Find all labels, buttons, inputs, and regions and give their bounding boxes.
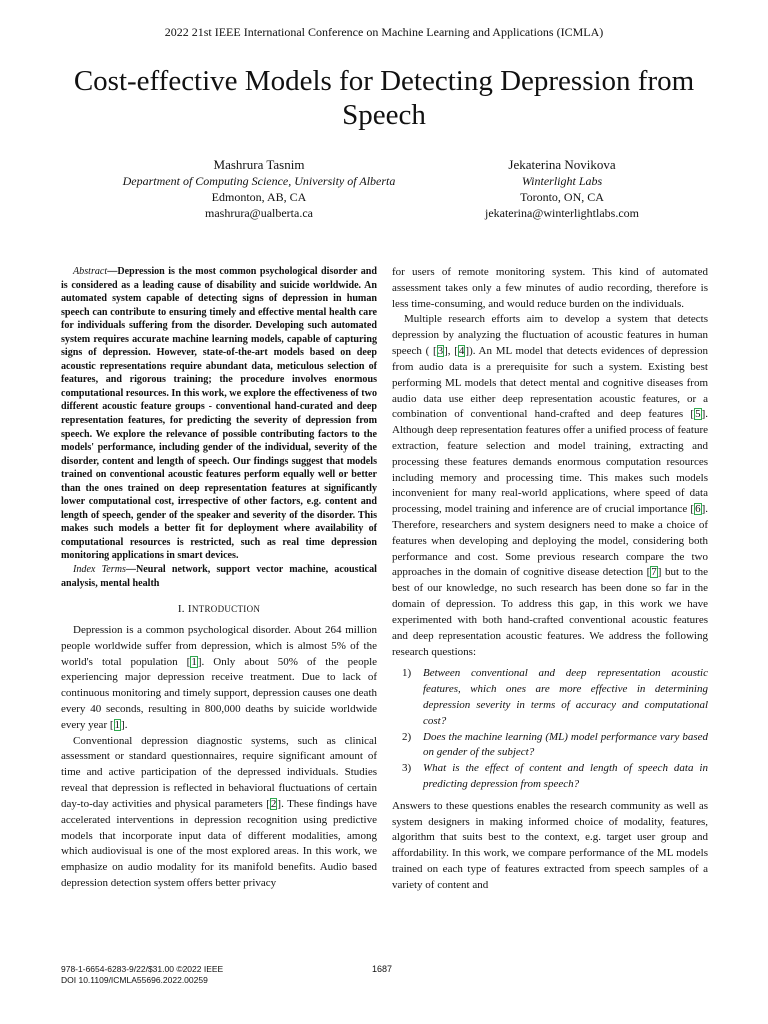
- list-text: Does the machine learning (ML) model performance vary based on gender of the subject?: [423, 730, 708, 759]
- index-terms-lead: Index Terms: [73, 564, 126, 576]
- footer-doi: DOI 10.1109/ICMLA55696.2022.00259: [61, 975, 208, 985]
- list-item: [392, 730, 708, 762]
- text-span: ], [: [444, 345, 458, 358]
- author-affiliation: Department of Computing Science, University of Alberta: [122, 174, 396, 188]
- text-span: . Therefore, researchers and system designers need to make a choice of features when developing and deploying the model, considering both performance and cost. Some previous research compare the two approaches in the domain of cognitive disease detection: [392, 503, 708, 579]
- list-number: 2): [402, 730, 412, 743]
- page-number: 1687: [372, 964, 393, 974]
- citation-link[interactable]: 3: [437, 345, 444, 358]
- abstract-text: —Depression is the most common psychological disorder and is considered as a leading cause of disability and suicide worldwide. An automated system capable of detecting signs of depression in human speech can contribute to ensuring timely and effective mental health care for individuals suffering from the disorder. Developing such automated system requires accurate machine learning models, capable of capturing signs of depression. However, state-of-the-art models based on deep acoustic representations require abundant data, meticulous selection of features, and rigorous training; the procedure involves enormous computational resources. In this work, we explore the effectiveness of two different acoustic feature groups - conventional hand-curated and deep representation features, for predicting the severity of depression from speech. We explore the relevance of possible contributing factors to the models' performance, including gender of the individual, severity of the disorder, content and length of speech. Our findings suggest that models trained on conventional acoustic features perform equally well or better than the ones trained on deep representation features at significantly lower computational cost, irrespective of other factors, e.g. content and length of speech, gender of the speaker and severity of the disorder. This makes such models a better fit for deployment where availability of computational resources is restricted, such as real time depression monitoring applications in smart devices.: [61, 266, 377, 562]
- citation-link[interactable]: 5: [695, 408, 701, 421]
- right-column: [392, 265, 708, 894]
- list-item: [392, 761, 708, 793]
- author-location: Toronto, ON, CA: [520, 190, 604, 204]
- author-block-2: [428, 157, 696, 221]
- author-name: Mashrura Tasnim: [213, 157, 305, 172]
- citation-link[interactable]: 6: [695, 503, 701, 516]
- intro-paragraph-5: Answers to these questions enables the research community as well as system designers in making informed choice of modality, features, algorithm that suits best to the context, e.g. target user group and affordability. In this work, we compare performance of the ML models trained on each type of features extracted from speech samples of a variety of content and: [392, 799, 708, 891]
- text-span: Depression is a common psychological disorder. About 264 million people worldwide suffer from depression, which is almost 5% of the world's total population: [61, 623, 377, 668]
- abstract: [61, 265, 377, 563]
- list-number: 3): [402, 762, 412, 775]
- text-span: Conventional depression diagnostic systems, such as clinical assessment or standard questionnaires, require significant amount of time and active participation of the depressed individuals. Studies reveal that depression is reflected in behavioral fluctuations of certain day-to-day activities and physical parameters: [61, 734, 377, 810]
- abstract-lead: Abstract: [73, 266, 108, 277]
- section-number: I.: [177, 603, 185, 616]
- citation-link[interactable]: 7: [651, 566, 657, 579]
- section-heading-introduction: [61, 602, 377, 618]
- index-terms: [61, 563, 377, 590]
- list-number: 1): [402, 667, 412, 680]
- text-span: Multiple research efforts aim to develop a system that detects depression by analyzing the fluctuation of acoustic features in human speech (: [392, 313, 708, 358]
- author-email: mashrura@ualberta.ca: [205, 206, 313, 220]
- intro-paragraph-3: for users of remote monitoring system. This kind of automated assessment takes only a few minutes of audio recording, therefore is less time-consuming, and would reduce burden on the individuals.: [392, 266, 708, 310]
- text-span: . Although deep representation features offer a unified process of feature extraction, feature selection and model training, extracting and processing these features demands enormous computation resources including memory and processing time. This makes such models inconvenient for many real-world applications, where speed of data processing, model training and inference are of crucial importance: [392, 408, 708, 516]
- intro-paragraph-4: Multiple research efforts aim to develop a system that detects depression by analyzing the fluctuation of acoustic features in human speech ( [3], [4]). An ML model that detects evidences of depression from audio data is a prerequisite for such a system. Existing best performing ML models that detect mental and cognitive diseases from audio data use either deep representation acoustic features, or a combination of conventional hand-crafted and deep features [5]. Although deep representation features offer a unified process of feature extraction, feature selection and model training, extracting and processing these features demands enormous computation resources including memory and processing time. This makes such models inconvenient for many real-world applications, where speed of data processing, model training and inference are of crucial importance [6]. Therefore, researchers and system designers need to make a choice of features when developing and deploying the model, considering both performance and cost. Some previous research compare the two approaches in the domain of cognitive disease detection [7] but to the best of our knowledge, no such research has been done so far in the domain of depression. To address this gap, in this work we have experimented with both hand-crafted conventional acoustic features and deep representation acoustic features. We address the following research questions:: [392, 313, 709, 658]
- citation-link[interactable]: 1: [191, 655, 197, 668]
- intro-paragraph-1: Depression is a common psychological disorder. About 264 million people worldwide suffer from depression, which is almost 5% of the world's total population [1]. Only about 50% of the people experiencing major depression receive treatment. Due to lack of continuous monitoring and timely support, depression causes one death every 40 seconds, resulting in 800,000 deaths by suicide worldwide every year [1].: [61, 623, 378, 731]
- text-span: but to the best of our knowledge, no such research has been done so far in the domain of depression. To address this gap, in this work we have experimented with both hand-crafted conventional acoustic features and deep representation acoustic features. We address the following research questions:: [392, 566, 708, 658]
- footer-isbn: 978-1-6654-6283-9/22/$31.00 ©2022 IEEE: [61, 964, 224, 974]
- author-block-1: [100, 157, 418, 221]
- section-title-rest: NTRODUCTION: [191, 604, 261, 615]
- section-title-initial: I: [187, 603, 192, 616]
- author-email: jekaterina@winterlightlabs.com: [484, 206, 639, 220]
- author-name: Jekaterina Novikova: [508, 157, 616, 172]
- citation-link[interactable]: 1: [114, 718, 121, 731]
- text-span: .: [124, 718, 128, 731]
- footer-copyright: [61, 964, 223, 986]
- citation-link[interactable]: 4: [458, 345, 465, 358]
- text-span: . Only about 50% of the people experiencing major depression receive treatment. Due to lack of continuous monitoring and timely support, depression causes one death every 40 seconds, resulting in 800,000 deaths by suicide worldwide every year: [61, 655, 378, 731]
- author-location: Edmonton, AB, CA: [211, 190, 307, 204]
- list-item: [392, 666, 708, 729]
- citation-link[interactable]: 2: [270, 797, 277, 810]
- text-span: . These findings have accelerated interventions in depression recognition using predictive models that incorporate input data of different modalities, among which audiovisual is one of the most explored areas. In this work, we emphasize on audio modality for its manifold benefits. Audio based depression detection system offers better privacy: [61, 797, 377, 889]
- intro-paragraph-2: Conventional depression diagnostic systems, such as clinical assessment or standard questionnaires, require significant amount of time and active participation of the depressed individuals. Studies reveal that depression is reflected in behavioral fluctuations of certain day-to-day activities and physical parameters [2]. These findings have accelerated interventions in depression recognition using predictive models that incorporate input data of different modalities, among which audiovisual is one of the most explored areas. In this work, we emphasize on audio modality for its manifold benefits. Audio based depression detection system offers better privacy: [61, 734, 377, 889]
- author-affiliation: Winterlight Labs: [521, 174, 603, 188]
- index-terms-text: —Neural network, support vector machine, acoustical analysis, mental health: [61, 564, 377, 589]
- text-span: ]). An ML model that detects evidences of depression from audio data is a prerequisite for such a system. Existing best performing ML models that detect mental and cognitive diseases from audio data use either deep representation acoustic features, or a combination of conventional hand-crafted and deep features: [392, 345, 709, 421]
- paper-title: Cost-effective Models for Detecting Depression from Speech: [73, 65, 695, 131]
- conference-header: 2022 21st IEEE International Conference on Machine Learning and Applications (ICMLA): [164, 25, 604, 39]
- list-text: Between conventional and deep representation acoustic features, which ones are more effective in determining depression severity in terms of accuracy and computational cost?: [423, 667, 708, 727]
- list-text: What is the effect of content and length of speech data in predicting depression from speech?: [423, 762, 708, 790]
- left-column: [61, 265, 377, 892]
- research-questions-list: [392, 666, 708, 793]
